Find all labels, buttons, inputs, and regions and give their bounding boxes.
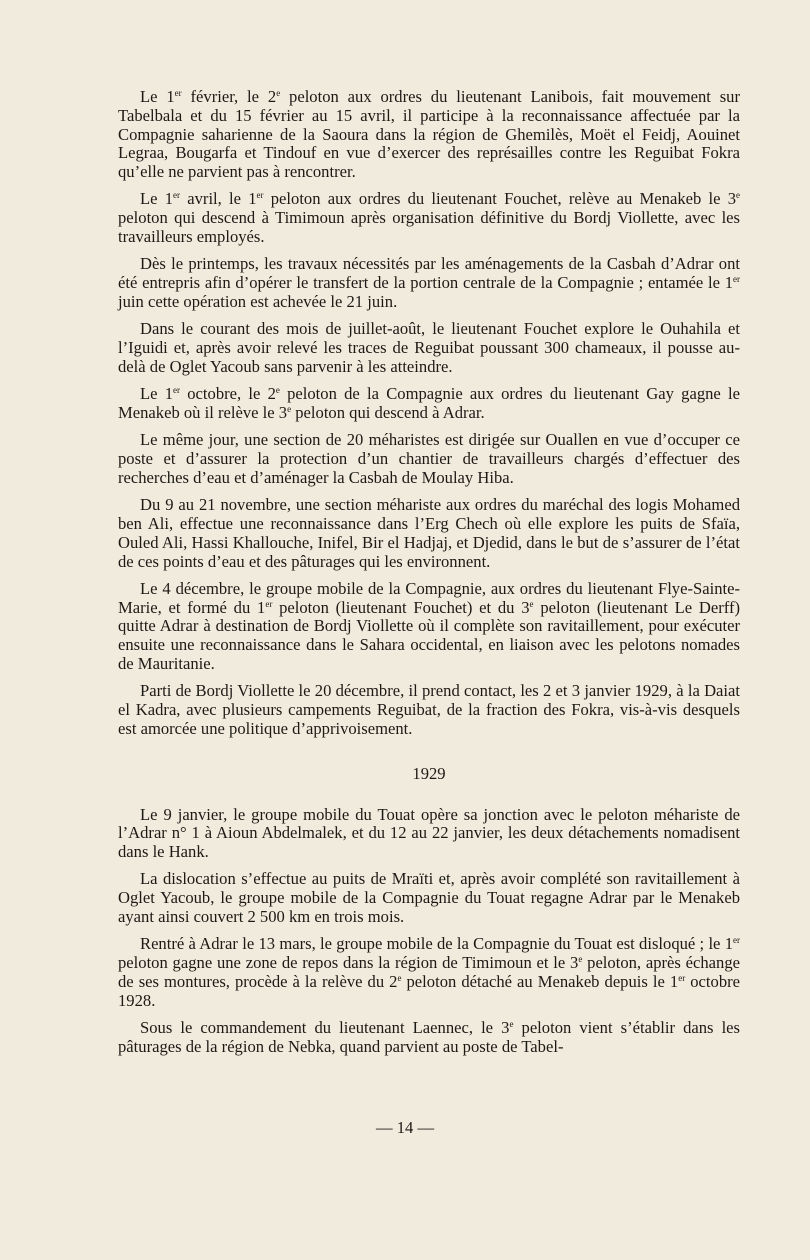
year-heading: 1929	[412, 763, 446, 783]
paragraph: Dès le printemps, les travaux nécessités par les aménagements de la Casbah d’Adrar ont été entrepris afin d’opérer le transfert de la portion centrale de la Compagnie ; entamée le 1er juin cette opération est achevée le 21 juin.	[118, 254, 740, 311]
paragraph: Sous le commandement du lieutenant Laennec, le 3e peloton vient s’établir dans les pâturages de la région de Nebka, quand parvient au poste de Tabel-	[118, 1017, 741, 1056]
paragraph: La dislocation s’effectue au puits de Mraïti et, après avoir complété son ravitaillement à Oglet Yacoub, le groupe mobile de la Compagnie du Touat regagne Adrar par le Menakeb ayant ainsi couvert 2 500 km en trois mois.	[118, 869, 740, 926]
paragraph: Du 9 au 21 novembre, une section méhariste aux ordres du maréchal des logis Mohamed ben Ali, effectue une reconnaissance dans l’Erg Chech où elle explore les puits de Sfaïa, Ouled Ali, Hassi Khallouche, Inifel, Bir el Hadjaj, et Djedid, dans le but de s’assurer de l’état de ces points d’eau et des pâturages qui les environnent.	[118, 495, 740, 571]
page-number: — 14 —	[375, 1118, 435, 1137]
section-1929-paragraphs	[118, 806, 740, 1057]
section-1928-paragraphs	[118, 88, 740, 739]
text-block	[118, 88, 740, 1057]
paragraph: Le 4 décembre, le groupe mobile de la Compagnie, aux ordres du lieutenant Flye-Sainte-Marie, et formé du 1er peloton (lieutenant Fouchet) et du 3e peloton (lieutenant Le Derff) quitte Adrar à destination de Bordj Viollette où il complète son ravitaillement, pour exécuter ensuite une reconnaissance dans le Sahara occidental, en liaison avec les pelotons nomades de Mauritanie.	[118, 578, 741, 674]
paragraph: Le 1er octobre, le 2e peloton de la Compagnie aux ordres du lieutenant Gay gagne le Menakeb où il relève le 3e peloton qui descend à Adrar.	[118, 384, 740, 422]
paragraph: Le 1er avril, le 1er peloton aux ordres du lieutenant Fouchet, relève au Menakeb le 3e peloton qui descend à Timimoun après organisation définitive du Bordj Viollette, avec les travailleurs employés.	[118, 189, 740, 247]
paragraph: Le 1er février, le 2e peloton aux ordres du lieutenant Lanibois, fait mouvement sur Tabelbala et du 15 février au 15 avril, il participe à la reconnaissance affectuée par la Compagnie saharienne de la Saoura dans la région de Ghemilès, Moët el Feidj, Aouinet Legraa, Bougarfa et Tindouf en vue d’exercer des représailles contre les Reguibat Fokra qu’elle ne parvient pas à rencontrer.	[118, 87, 741, 182]
paragraph: Le 9 janvier, le groupe mobile du Touat opère sa jonction avec le peloton méhariste de l’Adrar n° 1 à Aioun Abdelmalek, et du 12 au 22 janvier, les deux détachements nomadisent dans le Hank.	[118, 804, 740, 862]
paragraph: Le même jour, une section de 20 méharistes est dirigée sur Ouallen en vue d’occuper ce poste et d’assurer la protection d’un chantier de travailleurs chargés d’effectuer des recherches d’eau et d’aménager la Casbah de Moulay Hiba.	[118, 430, 740, 487]
paragraph: Rentré à Adrar le 13 mars, le groupe mobile de la Compagnie du Touat est disloqué ; le 1er peloton gagne une zone de repos dans la région de Timimoun et le 3e peloton, après échange de ses montures, procède à la relève du 2e peloton détaché au Menakeb depuis le 1er octobre 1928.	[118, 934, 741, 1010]
paragraph: Parti de Bordj Viollette le 20 décembre, il prend contact, les 2 et 3 janvier 1929, à la Daiat el Kadra, avec plusieurs campements Reguibat, de la fraction des Fokra, vis-à-vis desquels est amorcée une politique d’apprivoisement.	[118, 681, 740, 738]
paragraph: Dans le courant des mois de juillet-août, le lieutenant Fouchet explore le Ouhahila et l’Iguidi et, après avoir relevé les traces de Reguibat poussant 300 chameaux, il pousse au-delà de Oglet Yacoub sans parvenir à les atteindre.	[118, 319, 740, 376]
